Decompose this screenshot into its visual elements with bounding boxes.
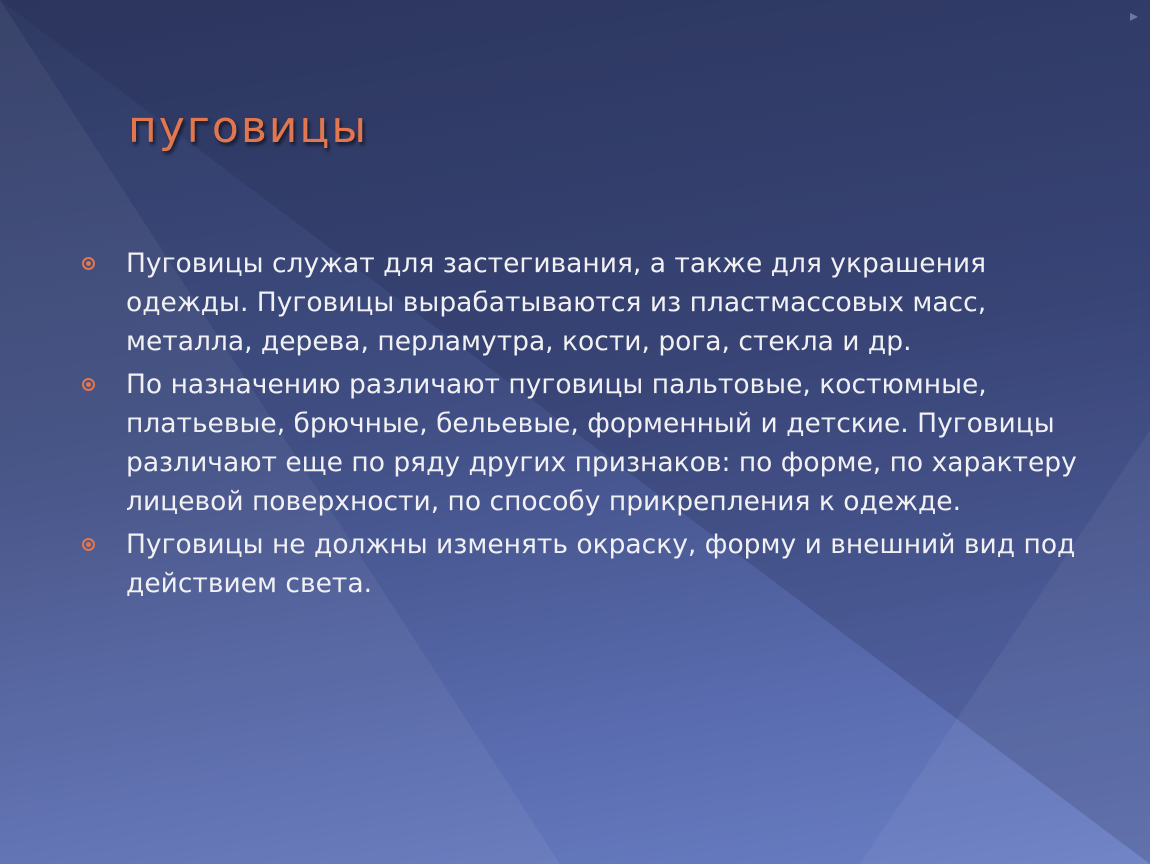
slide-title: пуговицы — [128, 102, 369, 153]
bullet-item — [82, 365, 1092, 521]
circle-bullet-icon — [82, 378, 95, 391]
triangle-right-icon[interactable]: ▸ — [1129, 6, 1138, 25]
bullet-text: Пуговицы не должны изменять окраску, форму и внешний вид под действием света. — [126, 529, 1076, 599]
bullet-item — [82, 525, 1092, 603]
bullet-list — [82, 244, 1092, 607]
bullet-text: По назначению различают пуговицы пальтовые, костюмные, платьевые, брючные, бельевые, форменный и детские. Пуговицы различают еще по ряду других признаков: по форме, по характеру лицевой поверхности, по способу прикрепления к одежде. — [126, 369, 1077, 517]
bullet-text: Пуговицы служат для застегивания, а также для украшения одежды. Пуговицы вырабатываются из пластмассовых масс, металла, дерева, перламутра, кости, рога, стекла и др. — [126, 248, 987, 357]
circle-bullet-icon — [82, 538, 95, 551]
bullet-item — [82, 244, 1092, 361]
circle-bullet-icon — [82, 257, 95, 270]
